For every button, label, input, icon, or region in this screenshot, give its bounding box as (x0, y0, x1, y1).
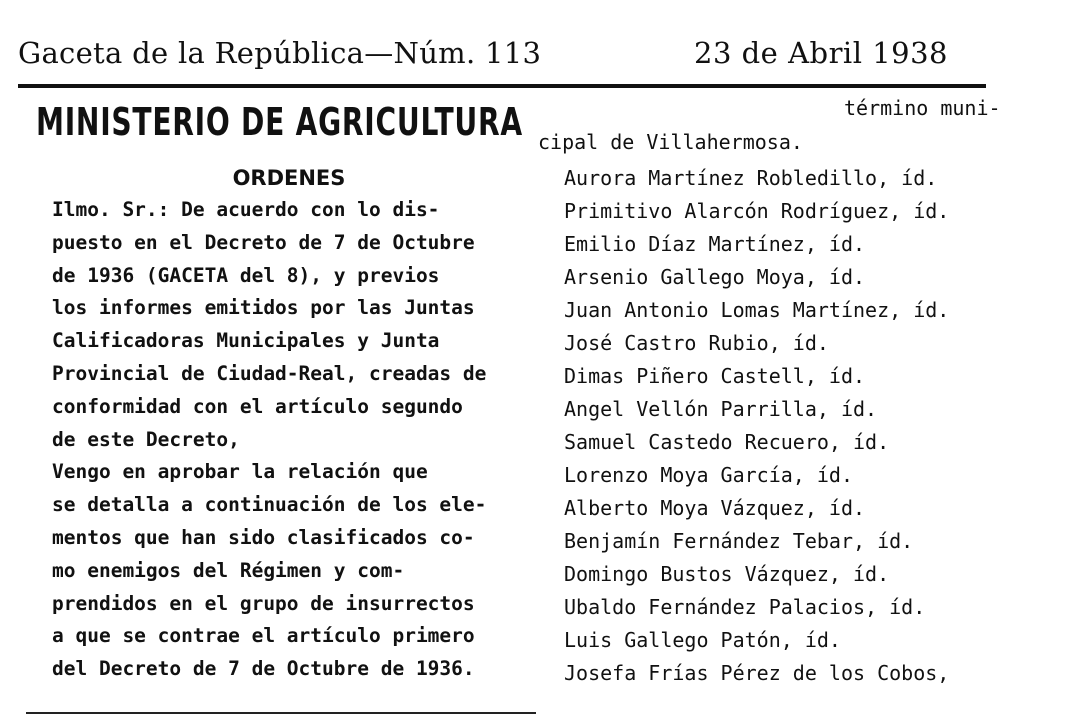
publication-date: 23 de Abril 1938 (694, 36, 949, 70)
paragraph-line: Vengo en aprobar la relación que (52, 460, 428, 484)
paragraph-line: prendidos en el grupo de insurrectos (52, 591, 475, 615)
list-item: Samuel Castedo Recuero, íd. (564, 430, 890, 454)
paragraph-line: mentos que han sido clasificados co- (52, 525, 475, 549)
paragraph-line: conformidad con el artículo segundo (52, 394, 463, 418)
list-item: Luis Gallego Patón, íd. (564, 628, 841, 652)
list-item: Alberto Moya Vázquez, íd. (564, 496, 866, 520)
publication-title: Gaceta de la República—Núm. 113 (18, 36, 542, 70)
paragraph-line: se detalla a continuación de los ele- (52, 493, 487, 517)
list-item: Dimas Piñero Castell, íd. (564, 364, 866, 388)
ministry-heading: MINISTERIO DE AGRICULTURA (36, 100, 523, 144)
continuation-text-top: término muni- (844, 96, 1001, 120)
paragraph-line: Calificadoras Municipales y Junta (52, 329, 440, 353)
column-bottom-rule (26, 712, 536, 714)
list-item: Lorenzo Moya García, íd. (564, 463, 853, 487)
left-column (26, 100, 522, 686)
paragraph-line: puesto en el Decreto de 7 de Octubre (52, 230, 475, 254)
section-heading: ORDENES (232, 166, 346, 190)
header-rule (18, 84, 986, 88)
list-item: Aurora Martínez Robledillo, íd. (564, 166, 938, 190)
names-list (564, 162, 949, 690)
paragraph-2 (26, 456, 522, 686)
paragraph-line: mo enemigos del Régimen y com- (52, 558, 405, 582)
list-item: Juan Antonio Lomas Martínez, íd. (564, 298, 950, 322)
paragraph-line: Provincial de Ciudad-Real, creadas de (52, 361, 487, 385)
paragraph-1 (26, 194, 522, 456)
paragraph-line: los informes emitidos por las Juntas (52, 296, 475, 320)
paragraph-line: del Decreto de 7 de Octubre de 1936. (52, 657, 475, 681)
paragraph-line: de este Decreto, (52, 427, 240, 451)
list-item: Josefa Frías Pérez de los Cobos, (564, 661, 950, 685)
list-item: Ubaldo Fernández Palacios, íd. (564, 595, 926, 619)
list-item: Angel Vellón Parrilla, íd. (564, 397, 878, 421)
paragraph-line: Ilmo. Sr.: De acuerdo con lo dis- (52, 198, 440, 221)
list-item: Primitivo Alarcón Rodríguez, íd. (564, 199, 950, 223)
paragraph-line: a que se contrae el artículo primero (52, 624, 475, 648)
list-item: Emilio Díaz Martínez, íd. (564, 232, 866, 256)
list-item: Arsenio Gallego Moya, íd. (564, 265, 866, 289)
list-item: Domingo Bustos Vázquez, íd. (564, 562, 890, 586)
page-header (18, 28, 1018, 78)
paragraph-line: de 1936 (GACETA del 8), y previos (52, 263, 440, 287)
list-item: Benjamín Fernández Tebar, íd. (564, 529, 914, 553)
list-item: José Castro Rubio, íd. (564, 331, 829, 355)
continuation-text-bottom: cipal de Villahermosa. (538, 130, 803, 154)
